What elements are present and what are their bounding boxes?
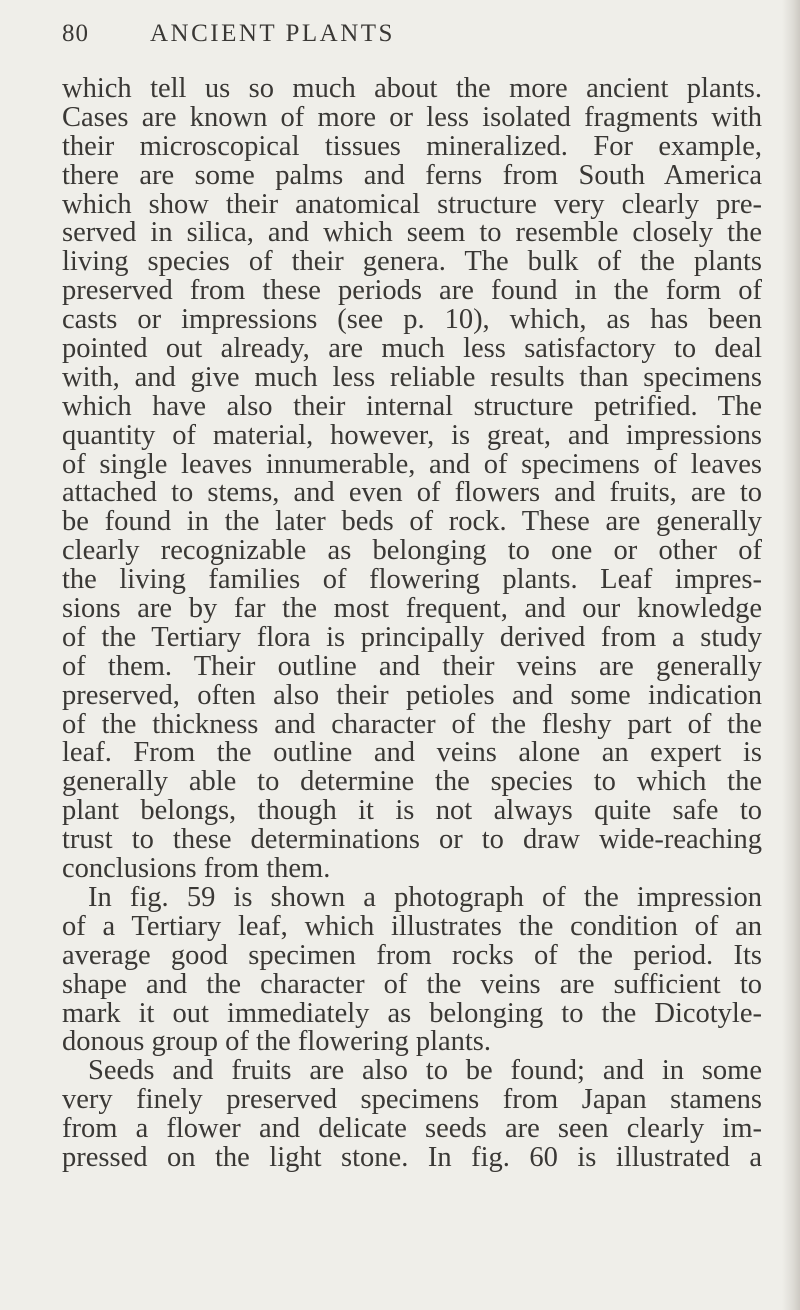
- text-line: shape and the character of the veins are sufficient to: [62, 970, 762, 1000]
- text-line: of them. Their outline and their veins are generally: [62, 652, 762, 682]
- text-line: there are some palms and ferns from South America: [62, 161, 762, 191]
- page-header: [62, 20, 752, 56]
- text-line: from a flower and delicate seeds are seen clearly im-: [62, 1115, 762, 1144]
- text-line: average good specimen from rocks of the period. Its: [62, 941, 762, 971]
- text-line: trust to these determinations or to draw wide-reaching: [62, 826, 762, 856]
- text-line: preserved, often also their petioles and some indication: [62, 681, 762, 711]
- text-line: of the Tertiary flora is principally derived from a study: [62, 623, 762, 653]
- text-line: of single leaves innumerable, and of specimens of leaves: [62, 450, 762, 480]
- text-line: living species of their genera. The bulk of the plants: [62, 248, 762, 278]
- text-line: plant belongs, though it is not always quite safe to: [62, 797, 762, 827]
- text-line: of the thickness and character of the fleshy part of the: [62, 710, 762, 740]
- running-head: ANCIENT PLANTS: [150, 20, 395, 47]
- text-line: served in silica, and which seem to resemble closely the: [62, 219, 762, 249]
- text-line: their microscopical tissues mineralized. For example,: [62, 132, 762, 162]
- text-line: which show their anatomical structure very clearly pre-: [62, 190, 762, 220]
- text-line: the living families of flowering plants. Leaf impres-: [62, 566, 762, 596]
- text-line: of a Tertiary leaf, which illustrates the condition of an: [62, 912, 762, 942]
- text-line: Cases are known of more or less isolated fragments with: [62, 103, 762, 133]
- text-line: which have also their internal structure petrified. The: [62, 392, 762, 422]
- text-line: donous group of the flowering plants.: [62, 1028, 492, 1058]
- page-number: 80: [62, 20, 89, 47]
- text-line: generally able to determine the species to which the: [62, 768, 762, 798]
- text-line: sions are by far the most frequent, and our knowledge: [62, 595, 762, 624]
- text-line: conclusions from them.: [62, 855, 331, 884]
- text-line: which tell us so much about the more ancient plants.: [62, 75, 762, 104]
- text-line: In fig. 59 is shown a photograph of the impression: [88, 883, 762, 913]
- page-edge-shadow: [782, 0, 800, 1310]
- text-line: with, and give much less reliable results than specimens: [62, 363, 762, 393]
- text-line: pointed out already, are much less satisfactory to deal: [62, 335, 762, 364]
- text-line: clearly recognizable as belonging to one or other of: [62, 537, 762, 567]
- text-line: be found in the later beds of rock. These are generally: [62, 508, 762, 538]
- text-line: pressed on the light stone. In fig. 60 is illustrated a: [62, 1143, 762, 1173]
- text-line: leaf. From the outline and veins alone an expert is: [62, 739, 762, 769]
- text-line: mark it out immediately as belonging to the Dicotyle-: [62, 999, 762, 1029]
- text-line: preserved from these periods are found in the form of: [62, 277, 762, 307]
- text-line: very finely preserved specimens from Japan stamens: [62, 1086, 762, 1116]
- text-line: casts or impressions (see p. 10), which, as has been: [62, 306, 762, 336]
- text-line: attached to stems, and even of flowers and fruits, are to: [62, 479, 762, 509]
- text-line: Seeds and fruits are also to be found; and in some: [88, 1057, 762, 1087]
- text-line: quantity of material, however, is great, and impressions: [62, 421, 762, 451]
- body-text: [62, 75, 762, 1173]
